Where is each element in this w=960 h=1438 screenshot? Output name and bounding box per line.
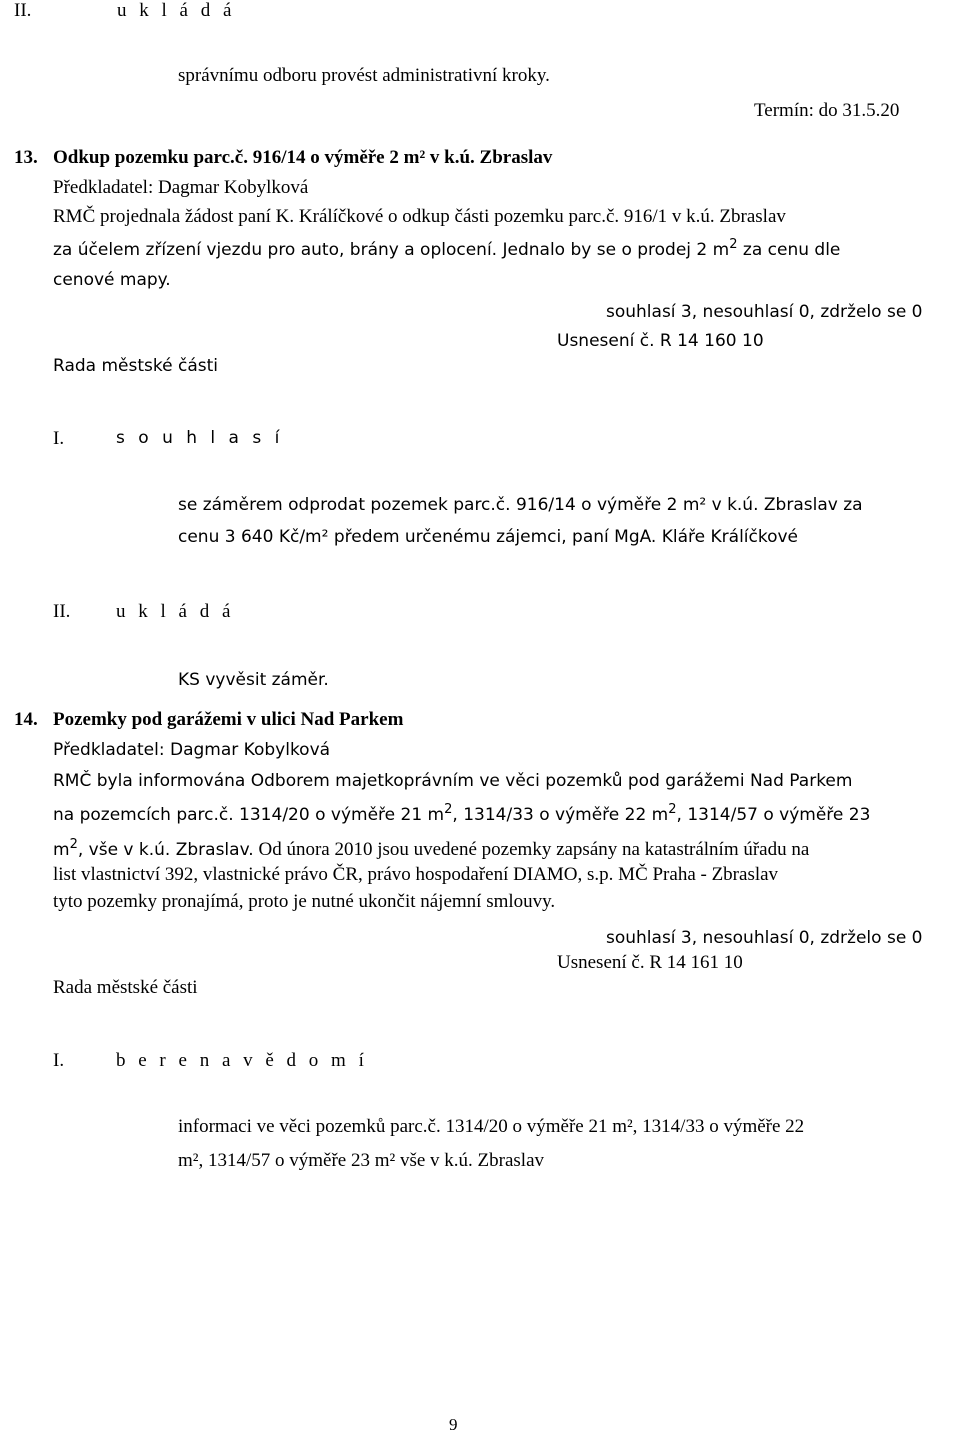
roman-numeral-ii: II. [53,601,71,622]
submitter: Předkladatel: Dagmar Kobylková [53,177,309,198]
resolution-verb-bere-na-vedomi: b e r e n a v ě d o m í [116,1050,368,1071]
resolution-verb-souhlasi: s o u h l a s í [116,428,284,448]
item-text-line: tyto pozemky pronajímá, proto je nutné ukončit nájemní smlouvy. [53,891,556,912]
council-name: Rada městské části [53,356,218,376]
vote-result: souhlasí 3, nesouhlasí 0, zdrželo se 0 [606,302,923,322]
resolution-number: Usnesení č. R 14 160 10 [557,331,764,351]
page-number: 9 [449,1415,458,1434]
item-text-line: za účelem zřízení vjezdu pro auto, brány a oplocení. Jednalo by se o prodej 2 $m^2$ za cenu dle [53,237,841,260]
vote-result: souhlasí 3, nesouhlasí 0, zdrželo se 0 [606,928,923,948]
item-text-line: list vlastnictví 392, vlastnické právo ČR, právo hospodaření DIAMO, s.p. MČ Praha - Zbraslav [53,864,779,885]
resolution-verb-uklada: u k l á d á [117,0,236,21]
resolution-task: KS vyvěsit záměr. [178,670,329,690]
roman-numeral-i: I. [53,1050,65,1071]
item-text-line: RMČ byla informována Odborem majetkoprávním ve věci pozemků pod garážemi Nad Parkem [53,771,853,791]
resolution-text-line: cenu 3 640 Kč/m² předem určenému zájemci, paní MgA. Kláře Králíčkové [178,527,799,547]
resolution-text-line: se záměrem odprodat pozemek parc.č. 916/14 o výměře 2 m² v k.ú. Zbraslav za [178,495,863,515]
council-name: Rada městské části [53,977,198,998]
item-title: Pozemky pod garážemi v ulici Nad Parkem [53,709,404,730]
item-title: Odkup pozemku parc.č. 916/14 o výměře 2 m² v k.ú. Zbraslav [53,147,553,168]
item-text-line: $m^2$, vše v k.ú. Zbraslav. Od února 2010 jsou uvedené pozemky zapsány na katastrálním úřadu na [53,837,810,860]
roman-numeral-ii: II. [14,0,32,21]
item-number: 14. [14,709,38,730]
item-number: 13. [14,147,38,168]
item-text-line: RMČ projednala žádost paní K. Králíčkové o odkup části pozemku parc.č. 916/1 v k.ú. Zbraslav [53,206,786,227]
resolution-verb-uklada: u k l á d á [116,601,235,622]
item-text-line: na pozemcích parc.č. 1314/20 o výměře 21 $m^2$, 1314/33 o výměře 22 $m^2$, 1314/57 o výměře 23 [53,802,871,825]
deadline: Termín: do 31.5.20 [754,100,900,121]
item-text-line: cenové mapy. [53,270,171,290]
resolution-number: Usnesení č. R 14 161 10 [557,952,743,973]
resolution-text-line: informaci ve věci pozemků parc.č. 1314/20 o výměře 21 m², 1314/33 o výměře 22 [178,1116,805,1137]
roman-numeral-i: I. [53,428,65,449]
resolution-task: správnímu odboru provést administrativní kroky. [178,65,550,86]
resolution-text-line: m², 1314/57 o výměře 23 m² vše v k.ú. Zbraslav [178,1150,545,1171]
submitter: Předkladatel: Dagmar Kobylková [53,740,331,760]
